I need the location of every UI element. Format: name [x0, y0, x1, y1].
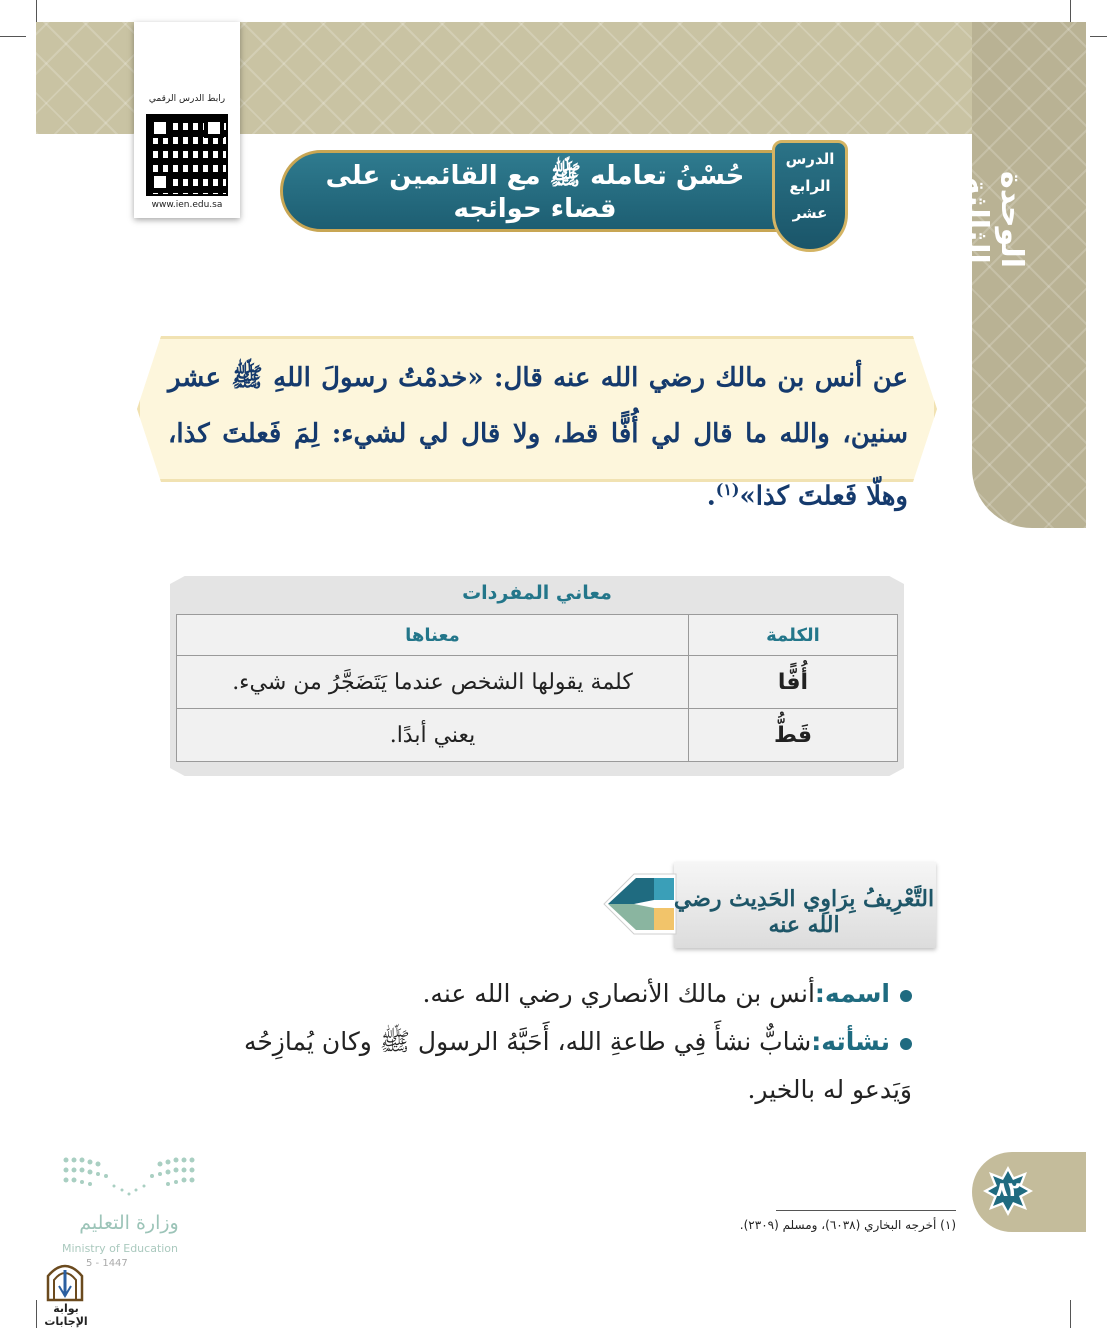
- lesson-title-line2: قضاء حوائجه: [453, 194, 617, 224]
- item-label: نشأته:: [811, 1027, 890, 1056]
- gate-logo-icon: [44, 1256, 86, 1302]
- hadith-body: عن أنس بن مالك رضي الله عنه قال: «خدمْتُ رسولَ اللهِ ﷺ عشر سنين، والله ما قال لي أُفًّا قط، ولا قال لي لشيء: لِمَ فَعلتَ كذا، وهلّا فَعلتَ كذا»: [168, 363, 908, 512]
- qr-finder-icon: [150, 172, 170, 192]
- header-word: الكلمة: [689, 615, 898, 656]
- lesson-title-line1: حُسْنُ تعامله ﷺ مع القائمين على: [325, 161, 745, 191]
- footnote-divider: [776, 1210, 956, 1211]
- bullet-icon: [900, 990, 912, 1002]
- footnote-ref: (١): [715, 480, 740, 499]
- item-text: شابٌّ نشأَ فِي طاعةِ الله، أَحَبَّهُ الرسول ﷺ وكان يُمازِحُه وَيَدعو له بالخير.: [243, 1027, 912, 1104]
- lesson-title: [300, 160, 770, 226]
- lesson-badge-line: الدرس: [785, 150, 835, 168]
- crop-mark: [1070, 0, 1071, 22]
- vocab-meaning: كلمة يقولها الشخص عندما يَتَضَجَّرُ من شيء.: [177, 656, 689, 709]
- lesson-badge-text: [772, 146, 848, 227]
- footnote: (١) أخرجه البخاري (٦٠٣٨)، ومسلم (٢٣٠٩).: [739, 1218, 956, 1232]
- narrator-info: [200, 970, 912, 1114]
- vocab-meaning: يعني أبدًا.: [177, 709, 689, 762]
- ministry-name-en: Ministry of Education: [62, 1242, 179, 1255]
- ministry-name-ar: وزارة التعليم: [79, 1212, 179, 1234]
- header-meaning: معناها: [177, 615, 689, 656]
- qr-finder-icon: [204, 118, 224, 138]
- vocab-title: معاني المفردات: [462, 582, 612, 604]
- site-name: بوابة الإجابات: [44, 1302, 88, 1328]
- list-item: [200, 970, 912, 1018]
- page-number: ٨٢: [995, 1177, 1021, 1201]
- item-label: اسمه:: [814, 979, 890, 1008]
- lesson-badge-line: عشر: [792, 204, 828, 222]
- crop-mark: [0, 36, 26, 37]
- hadith-text: عن أنس بن مالك رضي الله عنه قال: «خدمْتُ رسولَ اللهِ ﷺ عشر سنين، والله ما قال لي أُفًّا قط، ولا قال لي لشيء: لِمَ فَعلتَ كذا، وهلّا فَعلتَ كذا»$^{(١)}$.: [168, 363, 908, 512]
- qr-finder-icon: [150, 118, 170, 138]
- bullet-icon: [900, 1038, 912, 1050]
- list-item: [200, 1018, 912, 1114]
- crop-mark: [36, 0, 37, 22]
- qr-card[interactable]: [134, 22, 240, 218]
- table-header-row: [177, 615, 898, 656]
- ministry-year: 5 - 1447: [86, 1258, 128, 1269]
- qr-url[interactable]: www.ien.edu.sa: [151, 200, 223, 210]
- table-row: [177, 656, 898, 709]
- narrator-title: التَّعْرِيفُ بِرَاوِي الحَدِيث رضي الله عنه: [673, 886, 935, 938]
- vocab-word: أُفًّا: [689, 656, 898, 709]
- table-row: [177, 709, 898, 762]
- narrator-badge-icon: [594, 860, 682, 948]
- qr-label: رابط الدرس الرقمي: [148, 94, 226, 104]
- vocab-word: قَطُّ: [689, 709, 898, 762]
- qr-code-icon[interactable]: [146, 114, 228, 196]
- vocab-table: [176, 614, 898, 762]
- crop-mark: [1090, 36, 1107, 37]
- unit-title: الوحدة الثالثة: [959, 171, 1029, 269]
- item-text: أنس بن مالك الأنصاري رضي الله عنه.: [422, 979, 815, 1008]
- crop-mark: [1070, 1300, 1071, 1328]
- lesson-badge-line: الرابع: [789, 177, 831, 195]
- ministry-logo-icon: [62, 1156, 196, 1198]
